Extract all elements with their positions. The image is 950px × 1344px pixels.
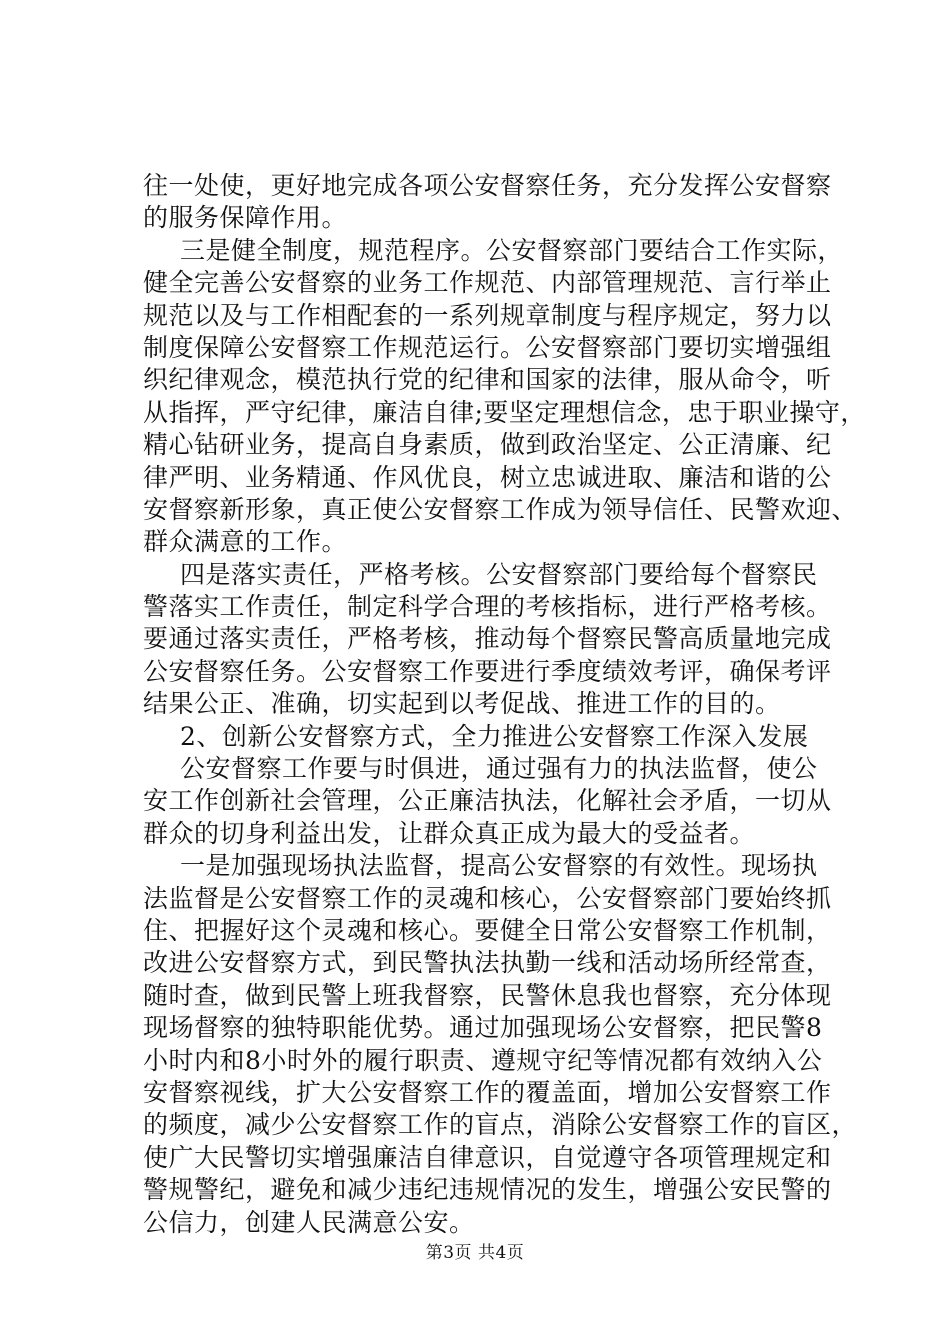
text-line: 使广大民警切实增强廉洁自律意识，自觉遵守各项管理规定和 xyxy=(143,1142,832,1172)
text-line: 安督察视线，扩大公安督察工作的覆盖面，增加公安督察工作 xyxy=(143,1077,832,1107)
paragraph-start-line: 公安督察工作要与时俱进，通过强有力的执法监督，使公 xyxy=(180,754,818,784)
text-line: 安工作创新社会管理，公正廉洁执法，化解社会矛盾，一切从 xyxy=(143,786,832,816)
text-line: 从指挥，严守纪律，廉洁自律;要坚定理想信念，忠于职业操守， xyxy=(143,397,866,427)
text-line: 群众的切身利益出发，让群众真正成为最大的受益者。 xyxy=(143,818,756,848)
text-line: 往一处使，更好地完成各项公安督察任务，充分发挥公安督察 xyxy=(143,171,832,200)
paragraph-start-line: 三是健全制度，规范程序。公安督察部门要结合工作实际， xyxy=(180,235,844,265)
text-line: 制度保障公安督察工作规范运行。公安督察部门要切实增强组 xyxy=(143,332,832,362)
text-line: 要通过落实责任，严格考核，推动每个督察民警高质量地完成 xyxy=(143,624,832,654)
paragraph-start-line: 一是加强现场执法监督，提高公安督察的有效性。现场执 xyxy=(180,851,818,881)
text-line: 法监督是公安督察工作的灵魂和核心，公安督察部门要始终抓 xyxy=(143,883,832,913)
section-heading: 2、创新公安督察方式，全力推进公安督察工作深入发展 xyxy=(180,721,809,751)
text-line: 安督察新形象，真正使公安督察工作成为领导信任、民警欢迎、 xyxy=(143,494,858,524)
text-line: 健全完善公安督察的业务工作规范、内部管理规范、言行举止 xyxy=(143,268,832,298)
text-line: 的服务保障作用。 xyxy=(143,203,348,233)
text-line: 精心钻研业务，提高自身素质，做到政治坚定、公正清廉、纪 xyxy=(143,430,832,460)
text-line: 的频度，减少公安督察工作的盲点，消除公安督察工作的盲区， xyxy=(143,1110,858,1140)
text-line: 警落实工作责任，制定科学合理的考核指标，进行严格考核。 xyxy=(143,592,832,622)
text-line: 织纪律观念，模范执行党的纪律和国家的法律，服从命令，听 xyxy=(143,365,832,395)
text-line: 随时查，做到民警上班我督察，民警休息我也督察，充分体现 xyxy=(143,980,832,1010)
paragraph-start-line: 四是落实责任，严格考核。公安督察部门要给每个督察民 xyxy=(180,559,818,589)
text-line: 群众满意的工作。 xyxy=(143,527,348,557)
text-line: 现场督察的独特职能优势。通过加强现场公安督察，把民警8 xyxy=(143,1013,823,1043)
body-text xyxy=(143,170,866,1239)
text-line: 规范以及与工作相配套的一系列规章制度与程序规定，努力以 xyxy=(143,300,832,330)
text-line: 警规警纪，避免和减少违纪违规情况的发生，增强公安民警的 xyxy=(143,1175,832,1205)
text-line: 公安督察任务。公安督察工作要进行季度绩效考评，确保考评 xyxy=(143,656,832,686)
text-line: 结果公正、准确，切实起到以考促战、推进工作的目的。 xyxy=(143,689,781,719)
text-line: 公信力，创建人民满意公安。 xyxy=(143,1207,475,1237)
text-line: 小时内和8小时外的履行职责、遵规守纪等情况都有效纳入公 xyxy=(143,1045,823,1075)
text-line: 律严明、业务精通、作风优良，树立忠诚进取、廉洁和谐的公 xyxy=(143,462,832,492)
page-number-footer: 第3页 共4页 xyxy=(425,1243,525,1263)
text-line: 改进公安督察方式，到民警执法执勤一线和活动场所经常查， xyxy=(143,948,832,978)
text-line: 住、把握好这个灵魂和核心。要健全日常公安督察工作机制， xyxy=(143,915,832,945)
